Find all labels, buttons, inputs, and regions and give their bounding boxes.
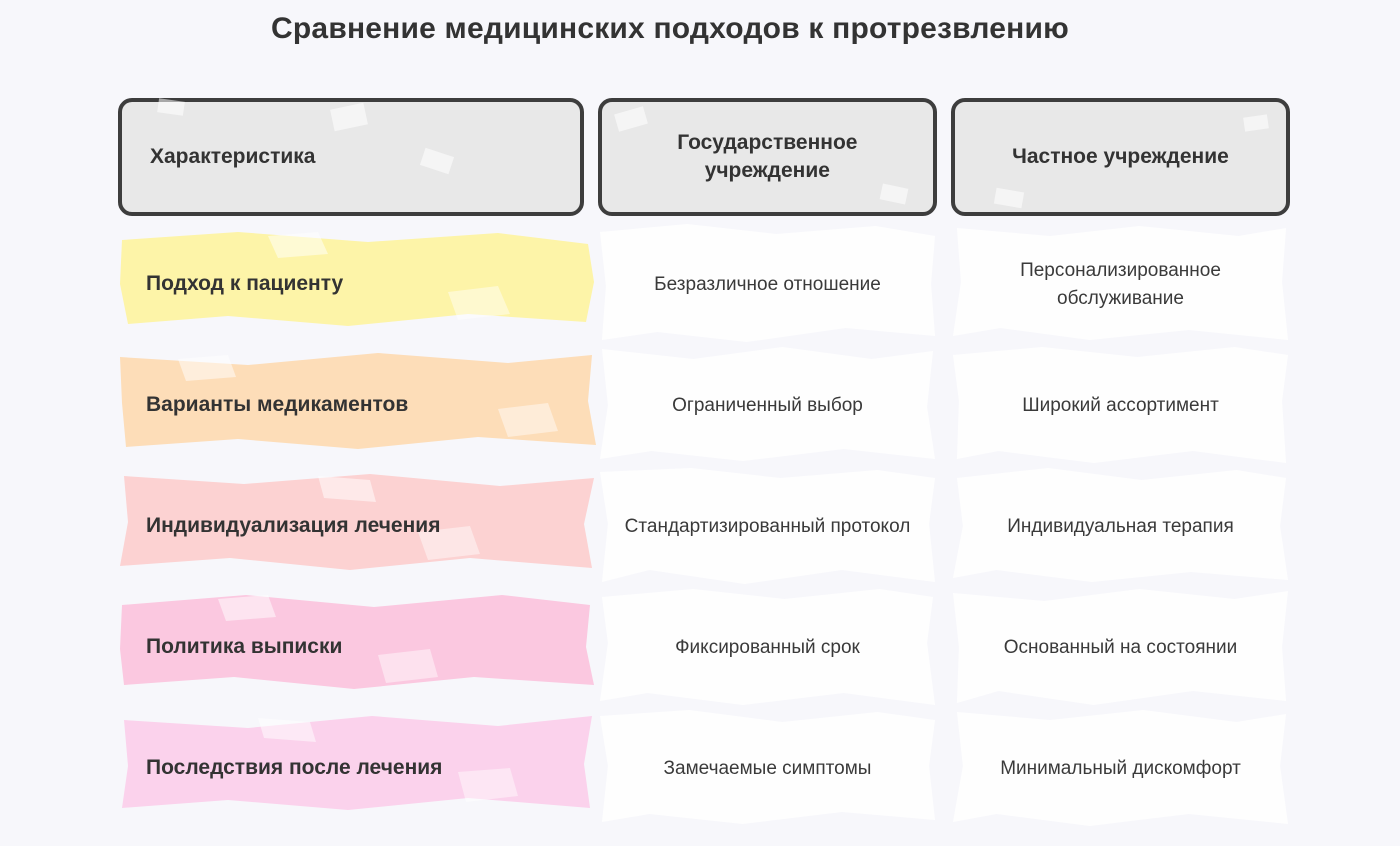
row-private-cell — [951, 708, 1290, 829]
page-title: Сравнение медицинских подходов к протрезвлению — [271, 12, 1069, 45]
row-label-cell — [118, 587, 584, 708]
row-label-cell — [118, 466, 584, 587]
paper-fleck-icon — [1243, 114, 1269, 131]
row-label-cell — [118, 345, 584, 466]
table-row — [118, 224, 1290, 345]
row-state-value: Замечаемые симптомы — [663, 757, 872, 779]
row-state-value: Фиксированный срок — [675, 636, 860, 658]
header-private-facility — [951, 98, 1290, 216]
row-label: Политика выписки — [146, 635, 343, 659]
row-label: Варианты медикаментов — [146, 393, 409, 417]
row-private-cell — [951, 345, 1290, 466]
paper-fleck-icon — [420, 148, 454, 174]
row-label-cell — [118, 708, 584, 829]
header-state-facility-label: Государственное учреждение — [677, 130, 858, 182]
table-row — [118, 587, 1290, 708]
row-private-cell — [951, 587, 1290, 708]
row-private-cell — [951, 466, 1290, 587]
row-label: Последствия после лечения — [146, 756, 443, 780]
row-label: Индивидуализация лечения — [146, 514, 441, 538]
header-feature — [118, 98, 584, 216]
row-state-cell — [598, 587, 937, 708]
row-label-cell — [118, 224, 584, 345]
row-state-cell — [598, 345, 937, 466]
header-state-facility — [598, 98, 937, 216]
paper-fleck-icon — [157, 98, 185, 115]
row-label: Подход к пациенту — [146, 272, 344, 296]
header-feature-label: Характеристика — [150, 145, 316, 168]
paper-fleck-icon — [880, 183, 909, 204]
row-private-value: Персонализированное обслуживание — [1020, 259, 1221, 309]
row-state-cell — [598, 224, 937, 345]
row-state-value: Ограниченный выбор — [672, 394, 863, 416]
table-row — [118, 345, 1290, 466]
row-private-cell — [951, 224, 1290, 345]
table-header-row — [118, 98, 1290, 216]
comparison-table — [118, 98, 1290, 829]
row-state-value: Безразличное отношение — [654, 273, 881, 295]
row-state-cell — [598, 466, 937, 587]
row-state-value: Стандартизированный протокол — [624, 515, 911, 537]
row-state-cell — [598, 708, 937, 829]
table-row — [118, 708, 1290, 829]
header-private-facility-label: Частное учреждение — [1012, 144, 1229, 168]
paper-fleck-icon — [330, 103, 368, 132]
row-private-value: Минимальный дискомфорт — [1000, 757, 1241, 779]
paper-fleck-icon — [994, 188, 1024, 209]
row-private-value: Индивидуальная терапия — [1007, 515, 1234, 537]
row-private-value: Широкий ассортимент — [1022, 394, 1219, 416]
row-private-value: Основанный на состоянии — [1003, 636, 1238, 658]
table-row — [118, 466, 1290, 587]
